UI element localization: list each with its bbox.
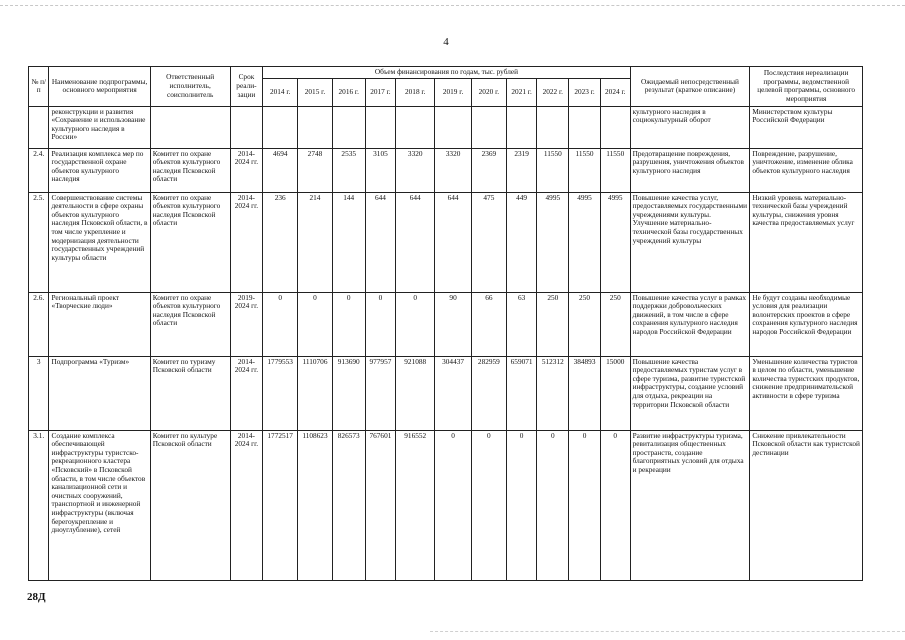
row-value-cell: 1110706 bbox=[298, 356, 333, 430]
table-row bbox=[29, 356, 863, 430]
row-result-cell: Повышение качества услуг в рамках поддержки добровольческих движений, в том числе в сфере сохранения культурного наследия народов Российской Федерации bbox=[630, 292, 750, 356]
header-year: 2019 г. bbox=[435, 78, 472, 106]
row-term-cell: 2014-2024 гг. bbox=[230, 430, 263, 580]
row-result-cell: Повышение качества предоставляемых туристам услуг в сфере туризма, развитие туристской инфраструктуры, создание условий для отдыха, рекреации на территории Псковской области bbox=[630, 356, 750, 430]
table-row bbox=[29, 148, 863, 192]
row-term-cell: 2019-2024 гг. bbox=[230, 292, 263, 356]
row-value-cell: 0 bbox=[600, 430, 630, 580]
header-num: № п/п bbox=[29, 67, 49, 107]
row-value-cell bbox=[537, 106, 569, 148]
row-value-cell bbox=[435, 106, 472, 148]
row-term-cell bbox=[230, 106, 263, 148]
row-value-cell: 0 bbox=[435, 430, 472, 580]
row-name-cell: Реализация комплекса мер по государственной охране объектов культурного наследия bbox=[49, 148, 150, 192]
header-result: Ожидаемый непосредственный результат (краткое описание) bbox=[630, 67, 750, 107]
header-year: 2024 г. bbox=[600, 78, 630, 106]
row-value-cell: 384893 bbox=[569, 356, 601, 430]
row-value-cell: 3320 bbox=[435, 148, 472, 192]
document-code: 28Д bbox=[27, 591, 46, 603]
row-value-cell: 15000 bbox=[600, 356, 630, 430]
row-consequences-cell: Не будут созданы необходимые условия для реализации волонтерских проектов в сфере сохранения культурного наследия народов Российской Федерации bbox=[750, 292, 863, 356]
row-value-cell bbox=[263, 106, 298, 148]
row-value-cell: 0 bbox=[365, 292, 396, 356]
header-responsible: Ответственный исполнитель, соисполнитель bbox=[150, 67, 230, 107]
row-value-cell: 2319 bbox=[506, 148, 537, 192]
row-result-cell: Повышение качества услуг, предоставляемых государственными учреждениями культуры. Улучшение материально-технической базы государственных учреждений культуры bbox=[630, 192, 750, 292]
header-year: 2018 г. bbox=[396, 78, 435, 106]
row-result-cell: Развитие инфраструктуры туризма, ревитализация общественных пространств, создание благоприятных условий для отдыха и рекреации bbox=[630, 430, 750, 580]
row-name-cell: Подпрограмма «Туризм» bbox=[49, 356, 150, 430]
table-row bbox=[29, 292, 863, 356]
row-value-cell: 2748 bbox=[298, 148, 333, 192]
row-value-cell: 3320 bbox=[396, 148, 435, 192]
row-number-cell: 2.5. bbox=[29, 192, 49, 292]
row-number-cell: 2.6. bbox=[29, 292, 49, 356]
row-term-cell: 2014-2024 гг. bbox=[230, 192, 263, 292]
row-value-cell: 644 bbox=[396, 192, 435, 292]
row-value-cell: 826573 bbox=[332, 430, 365, 580]
row-value-cell bbox=[506, 106, 537, 148]
row-result-cell: Предотвращение повреждения, разрушения, уничтожения объектов культурного наследия bbox=[630, 148, 750, 192]
row-value-cell: 0 bbox=[396, 292, 435, 356]
row-number-cell bbox=[29, 106, 49, 148]
row-value-cell: 475 bbox=[471, 192, 506, 292]
row-value-cell: 916552 bbox=[396, 430, 435, 580]
row-value-cell: 304437 bbox=[435, 356, 472, 430]
row-value-cell: 4694 bbox=[263, 148, 298, 192]
row-consequences-cell: Министерством культуры Российской Федерации bbox=[750, 106, 863, 148]
row-consequences-cell: Уменьшение количества туристов в целом по области, уменьшение количества туристских продуктов, снижение предпринимательской активности в сфере туризма bbox=[750, 356, 863, 430]
row-value-cell: 449 bbox=[506, 192, 537, 292]
row-value-cell: 977957 bbox=[365, 356, 396, 430]
row-value-cell: 1108623 bbox=[298, 430, 333, 580]
row-value-cell: 0 bbox=[332, 292, 365, 356]
row-value-cell: 90 bbox=[435, 292, 472, 356]
row-value-cell bbox=[332, 106, 365, 148]
row-value-cell bbox=[396, 106, 435, 148]
row-name-cell: Совершенствование системы деятельности в сфере охраны объектов культурного наследия Псковской области, в том числе укрепление и модернизация деятельности государственных учреждений культуры области bbox=[49, 192, 150, 292]
row-value-cell: 4995 bbox=[600, 192, 630, 292]
row-consequences-cell: Снижение привлекательности Псковской области как туристской дестинации bbox=[750, 430, 863, 580]
program-table bbox=[28, 66, 863, 581]
header-year: 2020 г. bbox=[471, 78, 506, 106]
row-value-cell: 644 bbox=[435, 192, 472, 292]
row-value-cell: 0 bbox=[263, 292, 298, 356]
row-value-cell: 250 bbox=[569, 292, 601, 356]
row-result-cell: культурного наследия в социокультурный оборот bbox=[630, 106, 750, 148]
scan-artifact-bottom bbox=[430, 631, 905, 632]
row-value-cell: 3105 bbox=[365, 148, 396, 192]
row-value-cell: 2535 bbox=[332, 148, 365, 192]
row-value-cell: 11550 bbox=[537, 148, 569, 192]
header-year: 2014 г. bbox=[263, 78, 298, 106]
row-value-cell: 282959 bbox=[471, 356, 506, 430]
page-number: 4 bbox=[443, 36, 449, 48]
table-row bbox=[29, 192, 863, 292]
row-value-cell: 63 bbox=[506, 292, 537, 356]
header-year: 2017 г. bbox=[365, 78, 396, 106]
header-year: 2015 г. bbox=[298, 78, 333, 106]
row-value-cell: 921088 bbox=[396, 356, 435, 430]
row-responsible-cell: Комитет по туризму Псковской области bbox=[150, 356, 230, 430]
row-term-cell: 2014-2024 гг. bbox=[230, 148, 263, 192]
header-year: 2022 г. bbox=[537, 78, 569, 106]
row-responsible-cell: Комитет по культуре Псковской области bbox=[150, 430, 230, 580]
header-financing: Объем финансирования по годам, тыс. рублей bbox=[263, 67, 630, 79]
row-value-cell: 250 bbox=[600, 292, 630, 356]
row-value-cell: 0 bbox=[569, 430, 601, 580]
row-consequences-cell: Повреждение, разрушение, уничтожение, изменение облика объектов культурного наследия bbox=[750, 148, 863, 192]
row-value-cell: 0 bbox=[506, 430, 537, 580]
row-value-cell: 0 bbox=[298, 292, 333, 356]
header-term: Срок реали-зации bbox=[230, 67, 263, 107]
header-year: 2021 г. bbox=[506, 78, 537, 106]
header-year: 2023 г. bbox=[569, 78, 601, 106]
row-value-cell bbox=[600, 106, 630, 148]
row-name-cell: Создание комплекса обеспечивающей инфраструктуры туристско-рекреационного кластера «Псковский» в Псковской области, в том числе объектов канализационной сети и очистных сооружений, транспортной и инженерной инфраструктуры (включая берегоукрепление и дноуглубление), сетей bbox=[49, 430, 150, 580]
row-term-cell: 2014-2024 гг. bbox=[230, 356, 263, 430]
row-value-cell: 4995 bbox=[569, 192, 601, 292]
row-value-cell: 0 bbox=[471, 430, 506, 580]
row-number-cell: 3.1. bbox=[29, 430, 49, 580]
row-value-cell bbox=[365, 106, 396, 148]
row-name-cell: Региональный проект «Творческие люди» bbox=[49, 292, 150, 356]
row-value-cell: 11550 bbox=[600, 148, 630, 192]
row-value-cell: 512312 bbox=[537, 356, 569, 430]
row-responsible-cell: Комитет по охране объектов культурного наследия Псковской области bbox=[150, 192, 230, 292]
row-value-cell: 1779553 bbox=[263, 356, 298, 430]
table-row bbox=[29, 106, 863, 148]
row-name-cell: реконструкции и развития «Сохранение и использование культурного наследия в России» bbox=[49, 106, 150, 148]
row-value-cell: 659071 bbox=[506, 356, 537, 430]
row-consequences-cell: Низкий уровень материально-технической базы учреждений культуры, снижения уровня качества предоставляемых услуг bbox=[750, 192, 863, 292]
row-value-cell: 2369 bbox=[471, 148, 506, 192]
row-value-cell: 913690 bbox=[332, 356, 365, 430]
row-value-cell: 644 bbox=[365, 192, 396, 292]
row-number-cell: 2.4. bbox=[29, 148, 49, 192]
row-responsible-cell bbox=[150, 106, 230, 148]
scan-artifact-top bbox=[0, 5, 905, 6]
row-value-cell: 0 bbox=[537, 430, 569, 580]
header-year: 2016 г. bbox=[332, 78, 365, 106]
row-value-cell: 1772517 bbox=[263, 430, 298, 580]
row-value-cell: 250 bbox=[537, 292, 569, 356]
row-number-cell: 3 bbox=[29, 356, 49, 430]
row-value-cell bbox=[298, 106, 333, 148]
row-value-cell: 66 bbox=[471, 292, 506, 356]
row-responsible-cell: Комитет по охране объектов культурного наследия Псковской области bbox=[150, 292, 230, 356]
row-value-cell: 236 bbox=[263, 192, 298, 292]
header-name: Наименование подпрограммы, основного мероприятия bbox=[49, 67, 150, 107]
header-consequences: Последствия нереализации программы, ведомственной целевой программы, основного мероприятия bbox=[750, 67, 863, 107]
row-value-cell: 767601 bbox=[365, 430, 396, 580]
row-value-cell bbox=[471, 106, 506, 148]
row-value-cell: 4995 bbox=[537, 192, 569, 292]
row-value-cell: 11550 bbox=[569, 148, 601, 192]
row-value-cell bbox=[569, 106, 601, 148]
row-value-cell: 144 bbox=[332, 192, 365, 292]
table-row bbox=[29, 430, 863, 580]
row-value-cell: 214 bbox=[298, 192, 333, 292]
row-responsible-cell: Комитет по охране объектов культурного наследия Псковской области bbox=[150, 148, 230, 192]
